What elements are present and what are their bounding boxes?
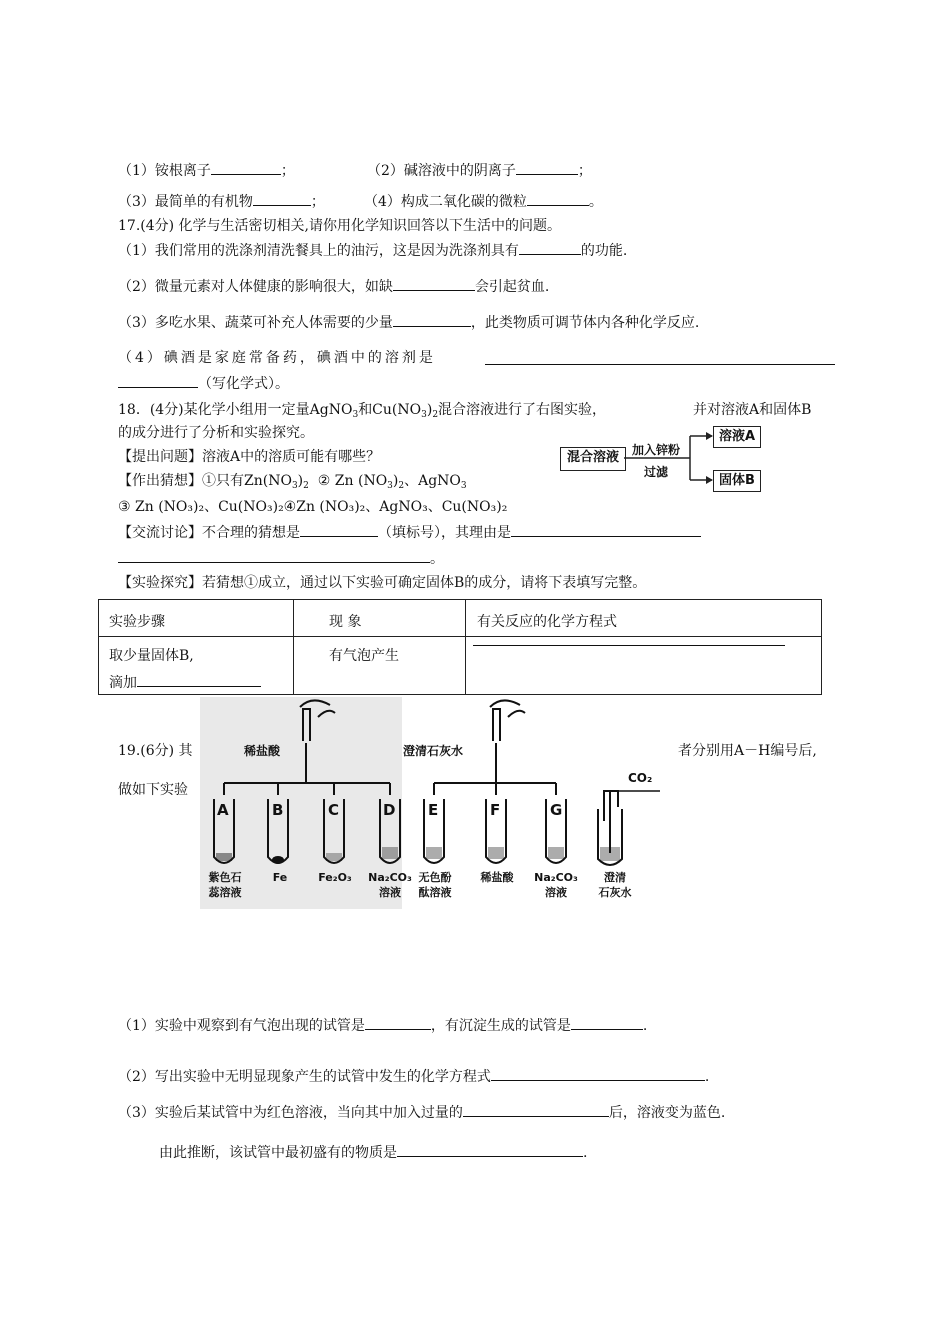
q18-blank-reason2[interactable] (118, 548, 430, 563)
q19-part4 (159, 1142, 587, 1163)
flow-mix-box: 混合溶液 (560, 447, 626, 471)
q18-blank-reason[interactable] (511, 522, 701, 537)
q18-guesses: 【作出猜想】①只有$Zn(NO_3)_2$ ② Zn $(NO_3)_2$、AgNO$_3$ (118, 473, 467, 491)
q18-heading2: 的成分进行了分析和实验探究。 (118, 425, 314, 441)
q17-item1-end: 的功能. (580, 243, 628, 259)
q16-blank4[interactable] (527, 191, 589, 206)
tube-label-a1: 紫色石 (208, 871, 242, 884)
table-phenomenon-cell: 有气泡产生 (329, 648, 399, 664)
q19-blank-substance[interactable] (397, 1142, 583, 1157)
q16-blank1[interactable] (211, 160, 281, 175)
q17-item2-text: （2）微量元素对人体健康的影响很大，如缺 (118, 279, 393, 295)
tube-label-b (255, 870, 305, 885)
tube-label-b1: Fe (272, 871, 288, 884)
experiment-table (98, 599, 822, 695)
table-header-equation: 有关反应的化学方程式 (477, 614, 617, 630)
tube-label-g1: Na₂CO₃ (534, 871, 578, 884)
q17-item1 (118, 240, 627, 261)
tube-letter-b: B (272, 801, 284, 819)
q16-line2b (364, 191, 603, 212)
q19-heading: 19.(6分) 其 (118, 743, 193, 759)
table-header-phenomenon: 现 象 (329, 614, 362, 630)
q19-blank-bubbles[interactable] (365, 1015, 431, 1030)
q17-item1-text: （1）我们常用的洗涤剂清洗餐具上的油污，这是因为洗涤剂具有 (118, 243, 519, 259)
q17-item2-end: 会引起贫血. (474, 279, 550, 295)
q18-explore: 【实验探究】若猜想①成立，通过以下实验可确定固体B的成分，请将下表填写完整。 (118, 575, 647, 591)
q16-line2 (118, 191, 325, 212)
table-step-line1: 取少量固体B, (109, 648, 194, 664)
q17-blank1[interactable] (519, 240, 581, 255)
q19-part3 (118, 1102, 725, 1123)
tube-label-f1: 稀盐酸 (480, 871, 514, 884)
q18-guess2: ② Zn (NO (317, 473, 388, 489)
q17-item2 (118, 276, 549, 297)
flow-solid-box: 固体B (713, 470, 761, 492)
q16-part4-text: （4）构成二氧化碳的微粒 (364, 194, 527, 210)
table-step-drop: 滴加 (109, 675, 137, 691)
q18-discuss-end: 。 (430, 551, 444, 567)
tube-label-h1: 澄清 (604, 871, 626, 884)
tube-label-e (410, 870, 460, 900)
q18-guesses34: ③ Zn (NO₃)₂、Cu(NO₃)₂④Zn (NO₃)₂、AgNO₃、Cu(NO₃)₂ (118, 499, 508, 515)
q17-item4-end: （写化学式）。 (198, 376, 289, 392)
q19-part1-text: （1）实验中观察到有气泡出现的试管是 (118, 1018, 365, 1034)
q18-heading-end: 并对溶液A和固体B (693, 402, 812, 418)
q16-punct: ； (280, 163, 295, 179)
q18-guess1: ①只有Zn(NO (202, 473, 292, 489)
diagram-hcl-label: 稀盐酸 (244, 744, 281, 758)
tube-letter-f: F (490, 801, 501, 819)
tube-label-c (310, 870, 360, 885)
q19-part3-end: 后，溶液变为蓝色. (608, 1105, 726, 1121)
tube-letter-d: D (383, 801, 396, 819)
tube-label-limewater (590, 870, 640, 900)
q17-item3-text: （3）多吃水果、蔬菜可补充人体需要的少量 (118, 315, 393, 331)
tube-label-e1: 无色酚 (418, 871, 452, 884)
q17-blank4b[interactable] (118, 373, 198, 388)
tube-label-e2: 酞溶液 (418, 886, 452, 899)
tube-letter-a: A (217, 801, 229, 819)
q17-item3 (118, 312, 699, 333)
tube-letter-g: G (550, 801, 563, 819)
q17-item4-cont (118, 373, 289, 394)
flow-filter-label: 过滤 (644, 465, 669, 479)
q18-discuss-text: 【交流讨论】不合理的猜想是 (118, 525, 300, 541)
tube-label-c1: Fe₂O₃ (318, 871, 352, 884)
q19-blank-equation[interactable] (491, 1066, 705, 1081)
q17-item4 (118, 348, 436, 368)
q19-part1-text2: ，有沉淀生成的试管是 (430, 1018, 571, 1034)
q19-part1 (118, 1015, 647, 1036)
q18-head-text4: 混合溶液进行了右图实验， (438, 402, 607, 418)
tube-label-g (528, 870, 584, 900)
q18-heading: 18．(4分)某化学小组用一定量AgNO$_3$和$Cu(NO_3)_2$混合溶液进行了右图实验， (118, 402, 607, 420)
flow-arrows (624, 428, 714, 488)
q16-punct: ； (310, 194, 325, 210)
q17-heading: 17.(4分) 化学与生活密切相关,请你用化学知识回答以下生活中的问题。 (118, 218, 561, 234)
q16-part1-text: （1）铵根离子 (118, 163, 211, 179)
table-header-steps: 实验步骤 (109, 614, 165, 630)
q18-guess2b: 、AgNO (404, 473, 461, 489)
tube-label-f (472, 870, 522, 885)
diagram-limewater-label: 澄清石灰水 (403, 741, 463, 761)
q16-part2-text: （2）碱溶液中的阴离子 (367, 163, 516, 179)
q17-blank4[interactable] (485, 350, 835, 365)
q16-line1 (118, 160, 295, 181)
flow-reagent-label: 加入锌粉 (632, 443, 681, 457)
q19-blank-reagent[interactable] (463, 1102, 609, 1117)
q18-discussion-cont (118, 548, 444, 569)
tube-letter-e: E (428, 801, 439, 819)
tube-label-a (200, 870, 250, 900)
q16-line1b (367, 160, 592, 181)
q19-part3-text: （3）实验后某试管中为红色溶液，当向其中加入过量的 (118, 1105, 463, 1121)
q19-part4-end: . (583, 1145, 588, 1161)
flow-solution-box: 溶液A (713, 426, 761, 448)
q17-item3-end: ，此类物质可调节体内各种化学反应. (470, 315, 700, 331)
q19-part4-text: 由此推断，该试管中最初盛有的物质是 (159, 1145, 397, 1161)
q18-question: 【提出问题】溶液A中的溶质可能有哪些？ (118, 449, 381, 465)
q18-head-text3: ) (426, 402, 433, 418)
q19-part1-end: . (642, 1018, 648, 1034)
tube-label-d1: Na₂CO₃ (368, 871, 412, 884)
q19-part2 (118, 1066, 709, 1087)
q18-discuss-text2: （填标号），其理由是 (378, 525, 511, 541)
q16-blank3[interactable] (253, 191, 311, 206)
tube-label-d2: 溶液 (379, 886, 401, 899)
q17-item4-text: （4）碘酒是家庭常备药，碘酒中的溶剂是 (118, 350, 436, 366)
q19-blank-precipitate[interactable] (571, 1015, 643, 1030)
table-blank-reagent[interactable] (137, 672, 261, 687)
q18-head-text: 18．(4分)某化学小组用一定量AgNO (118, 402, 353, 418)
q17-blank3[interactable] (393, 312, 471, 327)
q16-part3-text: （3）最简单的有机物 (118, 194, 253, 210)
tube-label-g2: 溶液 (545, 886, 567, 899)
q19-heading2: 做如下实验 (118, 782, 188, 798)
q16-blank2[interactable] (516, 160, 578, 175)
q16-punct: 。 (588, 194, 603, 210)
table-blank-equation[interactable] (473, 631, 785, 646)
tube-label-h2: 石灰水 (598, 886, 632, 899)
q19-part2-text: （2）写出实验中无明显现象产生的试管中发生的化学方程式 (118, 1069, 491, 1085)
q18-guess-label: 【作出猜想】 (118, 473, 202, 489)
q17-blank2[interactable] (393, 276, 475, 291)
q19-part2-end: . (704, 1069, 710, 1085)
table-step-line2 (109, 672, 261, 693)
diagram-co2-label: CO₂ (628, 771, 653, 785)
q16-punct: ； (577, 163, 592, 179)
q18-blank-guess[interactable] (300, 522, 378, 537)
q18-head-text2: 和Cu(NO (358, 402, 422, 418)
q19-heading-end: 者分别用A－H编号后, (678, 743, 817, 759)
q18-discussion (118, 522, 701, 543)
tube-label-a2: 蕊溶液 (208, 886, 242, 899)
tube-letter-c: C (328, 801, 340, 819)
